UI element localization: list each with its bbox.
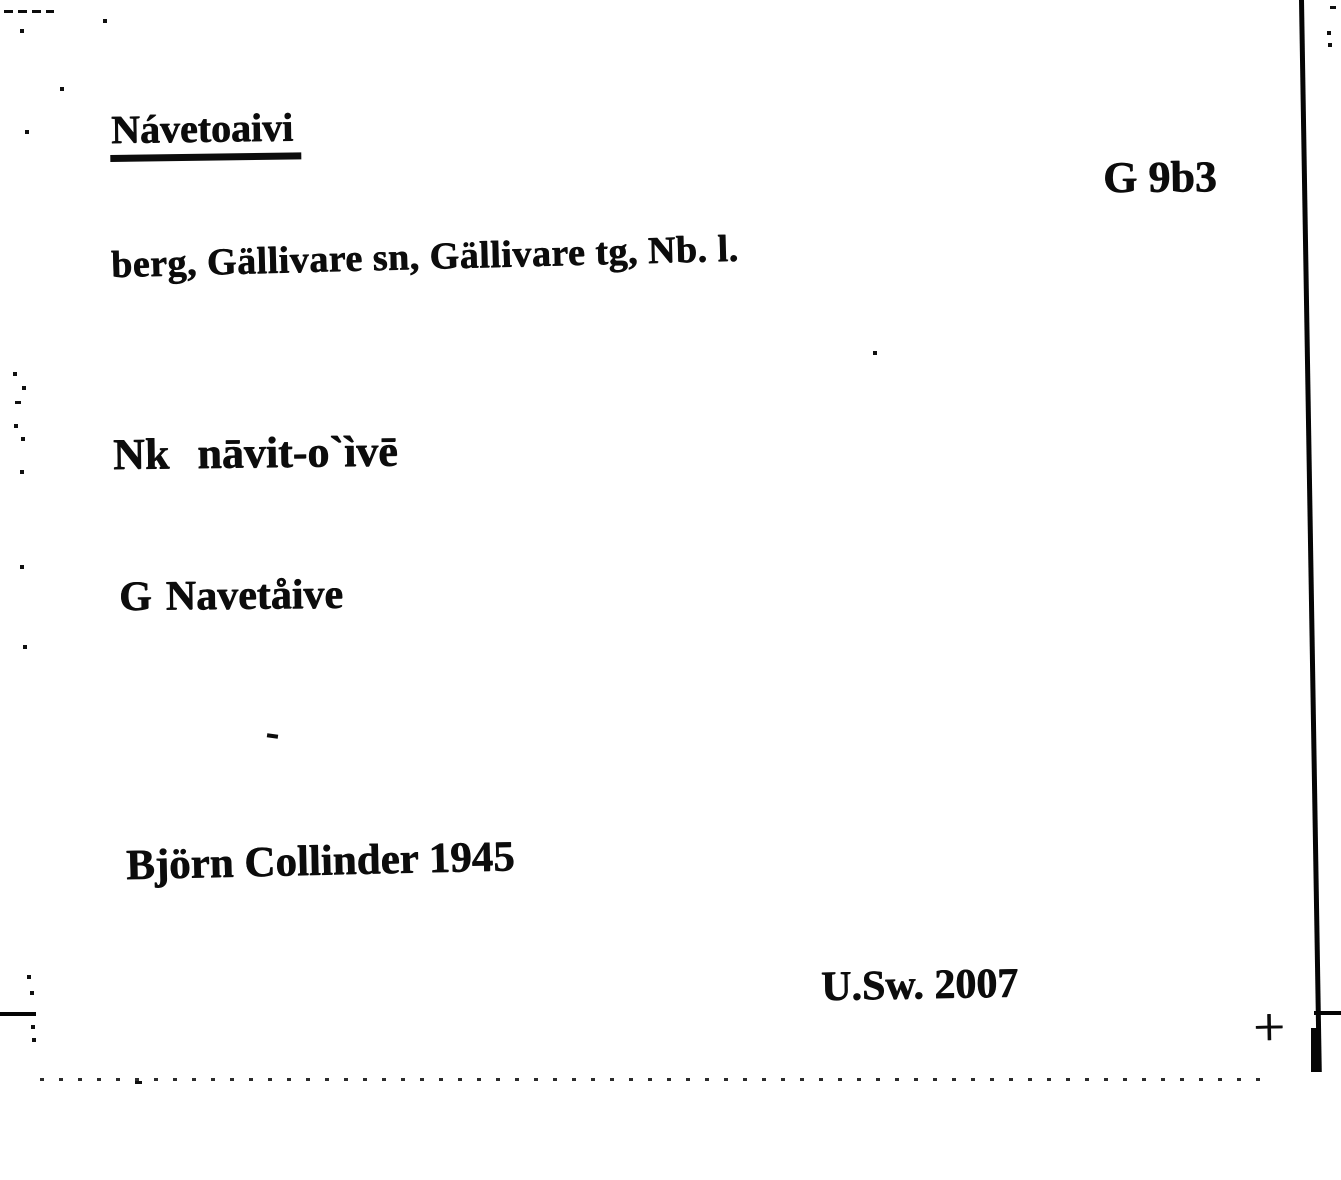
phonetic-label: Nk xyxy=(112,429,170,479)
place-name-heading xyxy=(110,104,302,162)
scan-artifact-dashes-top-left xyxy=(4,10,54,13)
scan-noise-dot xyxy=(103,19,107,23)
stamp-line: U.Sw. 2007 xyxy=(820,960,1019,1010)
scan-noise-dot xyxy=(32,1038,36,1042)
variant-value: Navetåive xyxy=(165,571,344,620)
card-edge-tick xyxy=(1314,1011,1341,1015)
scan-noise-dot xyxy=(22,386,26,390)
archive-code: G 9b3 xyxy=(1102,152,1217,202)
variant-line xyxy=(118,571,344,620)
plus-registration-mark: + xyxy=(1252,996,1286,1059)
scan-noise-dot xyxy=(30,991,34,995)
scan-noise-dot xyxy=(1328,43,1332,47)
scan-noise-dot xyxy=(20,29,24,33)
scan-noise-dot xyxy=(23,645,27,649)
scan-noise-dot xyxy=(13,372,17,376)
phonetic-value: nāvit-o`ìvē xyxy=(196,426,398,478)
scan-noise-dot xyxy=(14,424,18,428)
card-edge-blob xyxy=(1311,1028,1319,1072)
scan-noise-dot xyxy=(873,351,877,355)
scan-noise-dot xyxy=(27,975,31,979)
scan-noise-mark xyxy=(267,733,278,738)
card-edge-line xyxy=(1299,0,1322,1072)
scan-noise-dot xyxy=(135,1081,142,1084)
scan-noise-dot xyxy=(21,437,25,441)
collector-line: Björn Collinder 1945 xyxy=(125,833,516,889)
scan-noise-dot xyxy=(15,401,21,404)
scan-noise-dot xyxy=(31,1025,35,1029)
scan-noise-dot xyxy=(60,87,64,91)
scan-noise-dot xyxy=(1327,31,1331,35)
place-name-heading-text: Návetoaivi xyxy=(110,107,302,162)
location-line: berg, Gällivare sn, Gällivare tg, Nb. l. xyxy=(110,227,739,286)
phonetic-line xyxy=(112,426,398,479)
scan-noise-dot xyxy=(25,130,29,134)
variant-label: G xyxy=(118,573,152,620)
scan-noise-dot xyxy=(20,565,24,569)
scan-noise-dot xyxy=(1330,6,1336,9)
scan-artifact-dash-left-edge xyxy=(0,1012,36,1016)
scan-artifact-dotted-line-bottom xyxy=(40,1078,1262,1081)
scan-noise-dot xyxy=(20,470,24,474)
